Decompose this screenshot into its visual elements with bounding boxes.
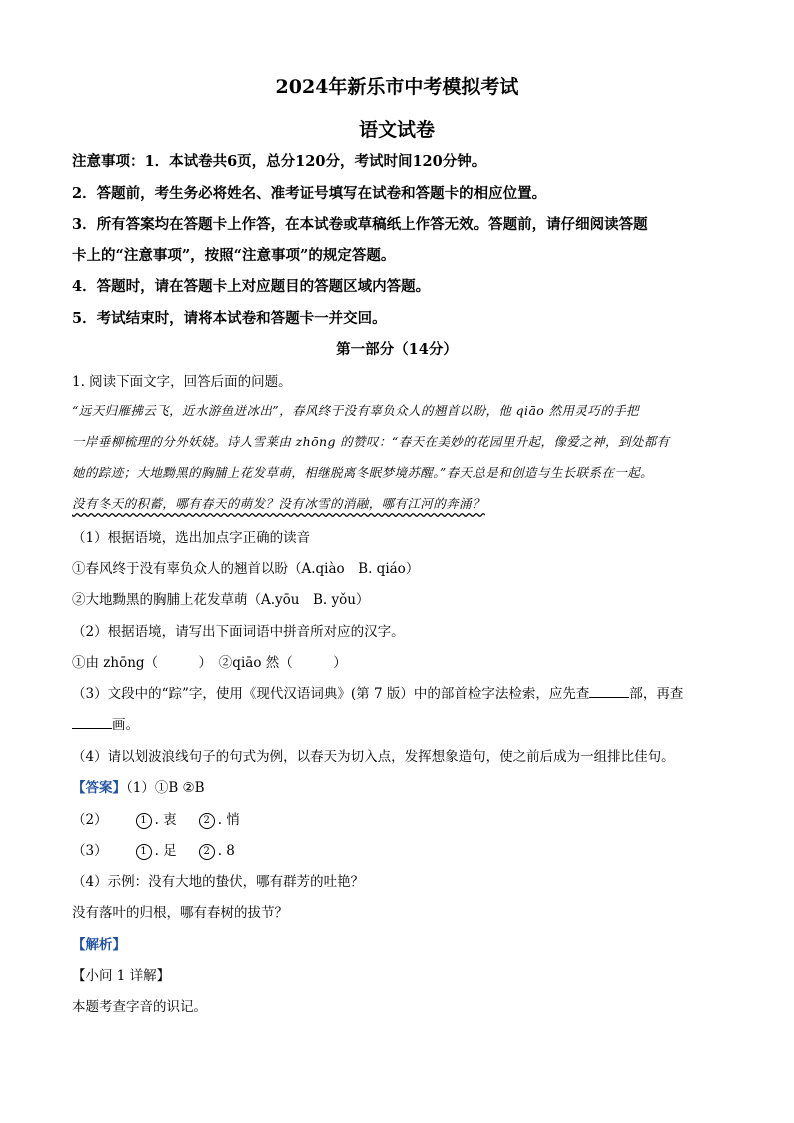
answer-line-2: [72, 808, 732, 829]
analysis-detail-text: 本题考查字音的识记。: [72, 999, 207, 1015]
sub-question-3-text: 画。: [112, 717, 139, 733]
answer-text: （1）①B ②B: [126, 780, 205, 796]
exam-subtitle: 语文试卷: [358, 119, 435, 141]
notice-line: 卡上的“注意事项”，按照“注意事项”的规定答题。: [72, 247, 396, 264]
answer-line-1: [72, 776, 732, 796]
sub-question-3: [72, 682, 732, 702]
answer-text: . 足: [154, 843, 177, 859]
passage-line: 一岸垂柳梳理的分外妖娆。诗人雪莱由 zhōng 的赞叹：“春天在美妙的花园里升起，像爱之神，到处都有: [72, 434, 670, 449]
answer-number: （3）: [72, 843, 108, 859]
sub-question-1a: ①春风终于没有辜负众人的翘首以盼（A.qiào B. qiáo）: [72, 561, 420, 577]
answer-text: . 8: [217, 843, 235, 859]
circled-number: 2: [199, 844, 215, 860]
sub-question-3-text: 部，再查: [629, 686, 684, 702]
circled-number: 2: [199, 813, 215, 829]
section-heading: 第一部分（14分）: [336, 341, 458, 358]
exam-title: 2024年新乐市中考模拟考试: [275, 76, 519, 98]
answer-number: （2）: [72, 812, 108, 828]
answer-line-3: [72, 839, 732, 860]
notice-line: 注意事项：1．本试卷共6页，总分120分，考试时间120分钟。: [72, 153, 487, 170]
passage-line: 她的踪迹；大地黝黑的胸脯上花发草萌，相继脱离冬眠梦境苏醒。”春天总是和创造与生长联系在一起。: [72, 465, 654, 480]
sub-question-3-text: （3）文段中的“踪”字，使用《现代汉语词典》(第 7 版）中的部首检字法检索，应先查: [72, 686, 590, 702]
sub-question-4: （4）请以划波浪线句子的句式为例，以春天为切入点，发挥想象造句，使之前后成为一组排比佳句。: [72, 749, 675, 765]
sub-question-3-cont: [72, 713, 732, 733]
sub-question-2: （2）根据语境，请写出下面词语中拼音所对应的汉字。: [72, 624, 405, 640]
answer-text: . 衷: [154, 812, 177, 828]
answer-text: . 悄: [217, 812, 240, 828]
passage-line: “远天归雁拂云飞，近水游鱼迸冰出”，春风终于没有辜负众人的翘首以盼，他 qiāo 然用灵巧的手把: [72, 403, 639, 418]
notice-line: 3．所有答案均在答题卡上作答，在本试卷或草稿纸上作答无效。答题前，请仔细阅读答题: [72, 216, 648, 233]
circled-number: 1: [136, 844, 152, 860]
analysis-detail-label: 【小问 1 详解】: [72, 968, 171, 984]
answer-label: 【答案】: [72, 780, 126, 796]
answer-line-4: （4）示例：没有大地的蛰伏，哪有群芳的吐艳？: [72, 874, 365, 890]
answer-blank: [72, 716, 112, 729]
sub-question-1: （1）根据语境，选出加点字正确的读音: [72, 530, 311, 546]
analysis-label: 【解析】: [72, 937, 126, 953]
sub-question-1b: ②大地黝黑的胸脯上花发草萌（A.yōu B. yǒu）: [72, 592, 370, 608]
question-stem: 1. 阅读下面文字，回答后面的问题。: [72, 374, 292, 390]
answer-blank: [589, 685, 629, 698]
circled-number: 1: [136, 813, 152, 829]
notice-line: 5．考试结束时，请将本试卷和答题卡一并交回。: [72, 310, 387, 327]
notice-line: 2．答题前，考生务必将姓名、准考证号填写在试卷和答题卡的相应位置。: [72, 185, 547, 202]
answer-line-4b: 没有落叶的归根，哪有春树的拔节？: [72, 905, 288, 921]
notice-line: 4．答题时，请在答题卡上对应题目的答题区域内答题。: [72, 278, 431, 295]
sub-question-2-items: ①由 zhōng（ ） ②qiāo 然（ ）: [72, 655, 347, 671]
wavy-sentence: 没有冬天的积蓄，哪有春天的萌发？没有冰雪的消融，哪有江河的奔涌？: [72, 496, 485, 511]
